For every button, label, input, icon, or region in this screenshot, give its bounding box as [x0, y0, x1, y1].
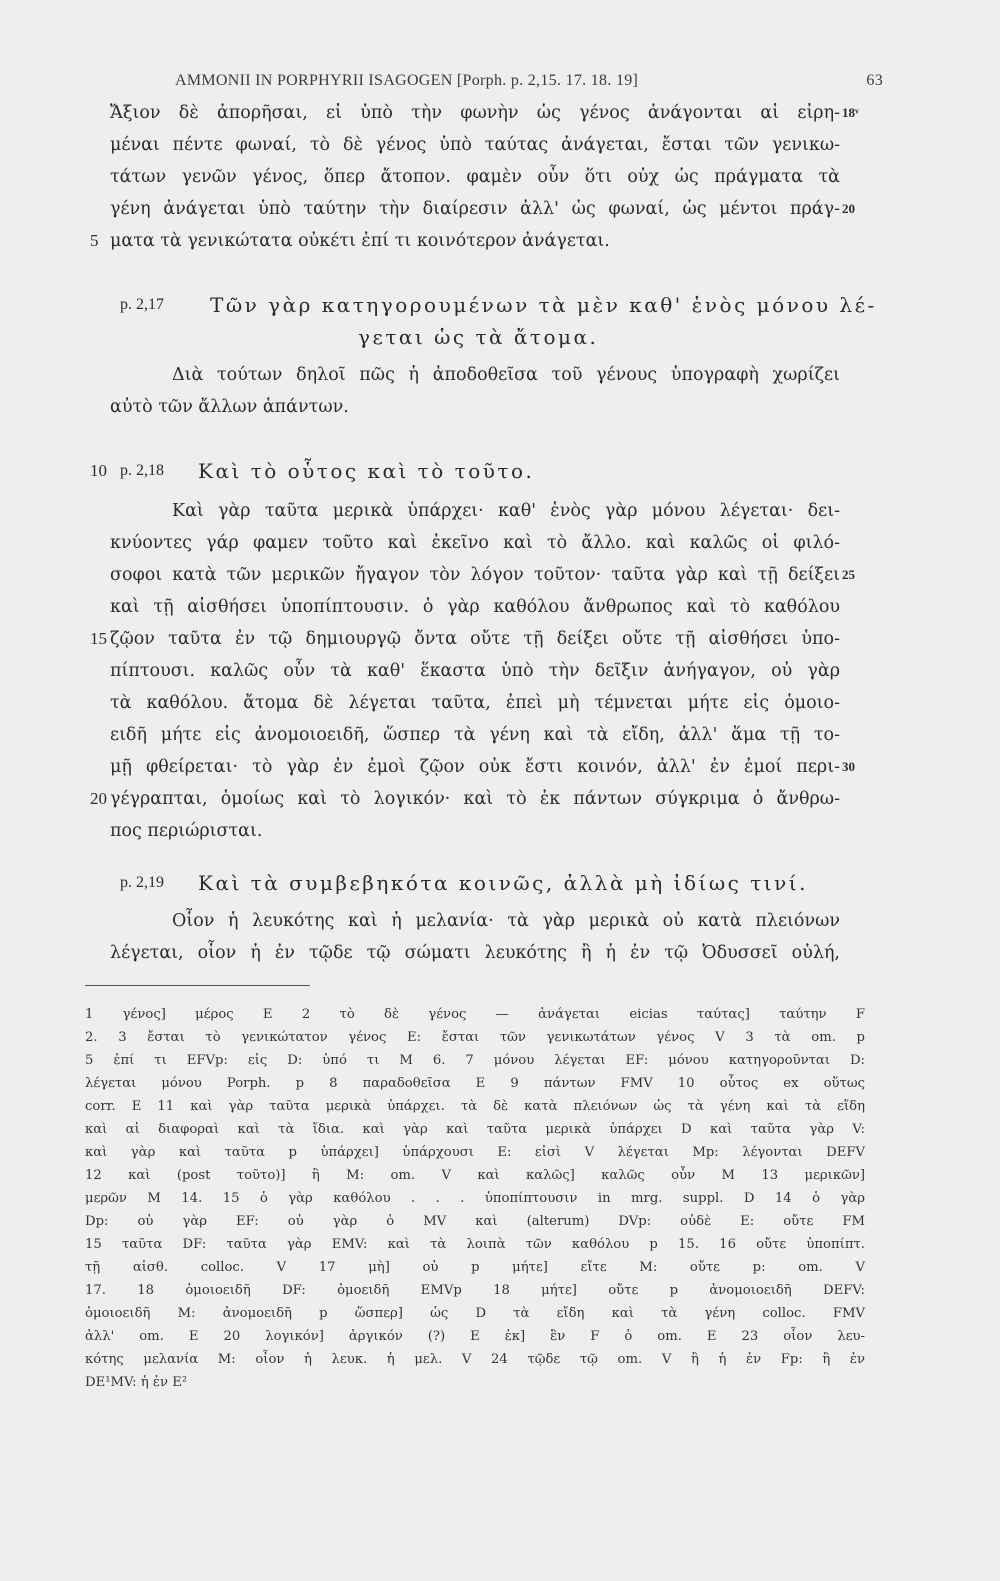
footnote-line: καὶ αἱ διαφοραὶ καὶ τὰ ἴδια. καὶ γὰρ καὶ ταῦτα μερικὰ ὑπάρχει D καὶ ταῦτα γὰρ V: [85, 1122, 865, 1137]
footnote-line: 2. 3 ἔσται τὸ γενικώτατον γένος E: ἔσται τῶν γενικωτάτων γένος V 3 τὰ om. p [85, 1030, 865, 1045]
margin-number: 25 [842, 567, 855, 582]
text-line: ειδῆ μήτε εἰς ἀνομοιοειδῆ, ὥσπερ τὰ γένη καὶ τὰ εἴδη, ἀλλ' ἅμα τῇ το- [110, 725, 840, 745]
text-line: σοφοι κατὰ τῶν μερικῶν ἤγαγον τὸν λόγον τοῦτον· ταῦτα γὰρ καὶ τῇ δείξει [110, 565, 840, 585]
footnote-line: 17. 18 ὁμοιοειδῆ DF: ὁμοειδῆ EMVp 18 μήτε] οὔτε p ἀνομοιοειδῆ DEFV: [85, 1283, 865, 1298]
text-line: καὶ τῇ αἰσθήσει ὑποπίπτουσιν. ὁ γὰρ καθόλου ἄνθρωπος καὶ τὸ καθόλου [110, 597, 840, 617]
footnote-line: 5 ἐπί τι EFVp: εἰς D: ὑπό τι M 6. 7 μόνου λέγεται EF: μόνου κατηγοροῦνται D: [85, 1053, 865, 1068]
footnote-line: 15 ταῦτα DF: ταῦτα γὰρ EMV: καὶ τὰ λοιπὰ τῶν καθόλου p 15. 16 οὔτε ὑποπίπτ. [85, 1237, 865, 1252]
lemma: Τῶν γὰρ κατηγορουμένων τὰ μὲν καθ' ἑνὸς μόνου λέ- [210, 293, 877, 317]
text-line: ζῷον ταῦτα ἐν τῷ δημιουργῷ ὄντα οὔτε τῇ δείξει οὔτε τῇ αἰσθήσει ὑπο- [110, 629, 840, 649]
text-line: Οἷον ἡ λευκότης καὶ ἡ μελανία· τὰ γὰρ μερικὰ οὐ κατὰ πλειόνων [172, 911, 840, 931]
lemma: Καὶ τὰ συμβεβηκότα κοινῶς, ἀλλὰ μὴ ἰδίως τινί. [198, 871, 808, 895]
text-line: Διὰ τούτων δηλοῖ πῶς ἡ ἀποδοθεῖσα τοῦ γένους ὑπογραφὴ χωρίζει [172, 365, 840, 385]
text-line: τάτων γενῶν γένος, ὅπερ ἄτοπον. φαμὲν οὖν ὅτι οὐχ ὡς πράγματα τὰ [110, 167, 840, 187]
footnote-line: μερῶν M 14. 15 ὁ γὰρ καθόλου . . . ὑποπίπτουσιν in mrg. suppl. D 14 ὁ γὰρ [85, 1191, 865, 1206]
text-line: μέναι πέντε φωναί, τὸ δὲ γένος ὑπὸ ταύτας ἀνάγεται, ἔσται τῶν γενικω- [110, 135, 840, 155]
text-line: Καὶ γὰρ ταῦτα μερικὰ ὑπάρχει· καθ' ἑνὸς γὰρ μόνου λέγεται· δει- [172, 501, 840, 521]
lemma: γεται ὡς τὰ ἄτομα. [358, 325, 599, 349]
header-title: AMMONII IN PORPHYRII ISAGOGEN [Porph. p. 2,15. 17. 18. 19] [175, 72, 639, 89]
footnote-line: 12 καὶ (post τοῦτο)] ἢ M: om. V καὶ καλῶς] καλῶς οὖν M 13 μερικῶν] [85, 1168, 865, 1183]
footnote-line: ἀλλ' om. E 20 λογικόν] ἀργικόν (?) E ἐκ] ἓν F ὁ om. E 23 οἷον λευ- [85, 1329, 865, 1344]
text-line: γένη ἀνάγεται ὑπὸ ταύτην τὴν διαίρεσιν ἀλλ' ὡς φωναί, ὡς μέντοι πράγ- [110, 199, 840, 219]
porphyry-reference: p. 2,18 [120, 462, 164, 479]
text-line: μῇ φθείρεται· τὸ γὰρ ἐν ἐμοὶ ζῷον οὐκ ἔστι κοινόν, ἀλλ' ἐν ἐμοί περι- [110, 757, 840, 777]
line-number: 5 [90, 231, 99, 250]
porphyry-reference: p. 2,17 [120, 296, 164, 313]
footnote-line: ὁμοιοειδῆ M: ἀνομοειδῆ p ὥσπερ] ὡς D τὰ εἴδη καὶ τὰ γένη colloc. FMV [85, 1306, 865, 1321]
footnote-line: τῇ αἰσθ. colloc. V 17 μὴ] οὐ p μήτε] εἴτε M: οὔτε p: om. V [85, 1260, 865, 1275]
text-line: πίπτουσι. καλῶς οὖν τὰ καθ' ἕκαστα ὑπὸ τὴν δεῖξιν ἀνήγαγον, οὐ γὰρ [110, 661, 840, 681]
footnote-line: λέγεται μόνου Porph. p 8 παραδοθεῖσα E 9 πάντων FMV 10 οὗτος ex οὕτως [85, 1076, 865, 1091]
footnote-line: καὶ γὰρ καὶ ταῦτα p ὑπάρχει] ὑπάρχουσι E: εἰσὶ V λέγεται Mp: λέγονται DEFV [85, 1145, 865, 1160]
text-line: κνύοντες γάρ φαμεν τοῦτο καὶ ἐκεῖνο καὶ τὸ ἄλλο. καὶ καλῶς οἱ φιλό- [110, 533, 840, 553]
text-line: τὰ καθόλου. ἄτομα δὲ λέγεται ταῦτα, ἐπεὶ μὴ τέμνεται μήτε εἰς ὁμοιο- [110, 693, 840, 713]
margin-number: 30 [842, 759, 855, 774]
margin-number: 18ᵛ [842, 105, 859, 120]
text-line: ματα τὰ γενικώτατα οὐκέτι ἐπί τι κοινότερον ἀνάγεται. [110, 231, 610, 251]
text-line: πος περιώρισται. [110, 821, 263, 841]
footnote-line: corr. E 11 καὶ γὰρ ταῦτα μερικὰ ὑπάρχει. τὰ δὲ κατὰ πλειόνων ὡς τὰ γένη καὶ τὰ εἴδη [85, 1099, 865, 1114]
footnote-rule [85, 985, 310, 986]
line-number: 20 [90, 789, 107, 808]
footnote-line: Dp: οὐ γὰρ EF: οὐ γὰρ ὁ MV καὶ (alterum) DVp: οὐδὲ E: οὔτε FM [85, 1214, 865, 1229]
line-number: 10 [90, 461, 107, 480]
porphyry-reference: p. 2,19 [120, 874, 164, 891]
margin-number: 20 [842, 201, 855, 216]
footnote-line: DE¹MV: ἡ ἐν E² [85, 1375, 188, 1390]
footnote-line: κότης μελανία M: οἷον ἡ λευκ. ἡ μελ. V 24 τῷδε τῷ om. V ἢ ἡ ἐν Fp: ἢ ἐν [85, 1352, 865, 1367]
page-number: 63 [866, 72, 883, 89]
text-line: λέγεται, οἷον ἡ ἐν τῷδε τῷ σώματι λευκότης ἢ ἡ ἐν τῷ Ὀδυσσεῖ οὐλή, [110, 943, 840, 963]
text-line: αὐτὸ τῶν ἄλλων ἁπάντων. [110, 397, 349, 417]
lemma: Καὶ τὸ οὗτος καὶ τὸ τοῦτο. [198, 459, 535, 483]
text-line: γέγραπται, ὁμοίως καὶ τὸ λογικόν· καὶ τὸ ἐκ πάντων σύγκριμα ὁ ἄνθρω- [110, 789, 840, 809]
footnote-line: 1 γένος] μέρος E 2 τὸ δὲ γένος — ἀνάγεται eicias ταύτας] ταύτην F [85, 1007, 865, 1022]
line-number: 15 [90, 629, 107, 648]
text-line: Ἄξιον δὲ ἀπορῆσαι, εἰ ὑπὸ τὴν φωνὴν ὡς γένος ἀνάγονται αἱ εἰρη- [110, 103, 840, 123]
